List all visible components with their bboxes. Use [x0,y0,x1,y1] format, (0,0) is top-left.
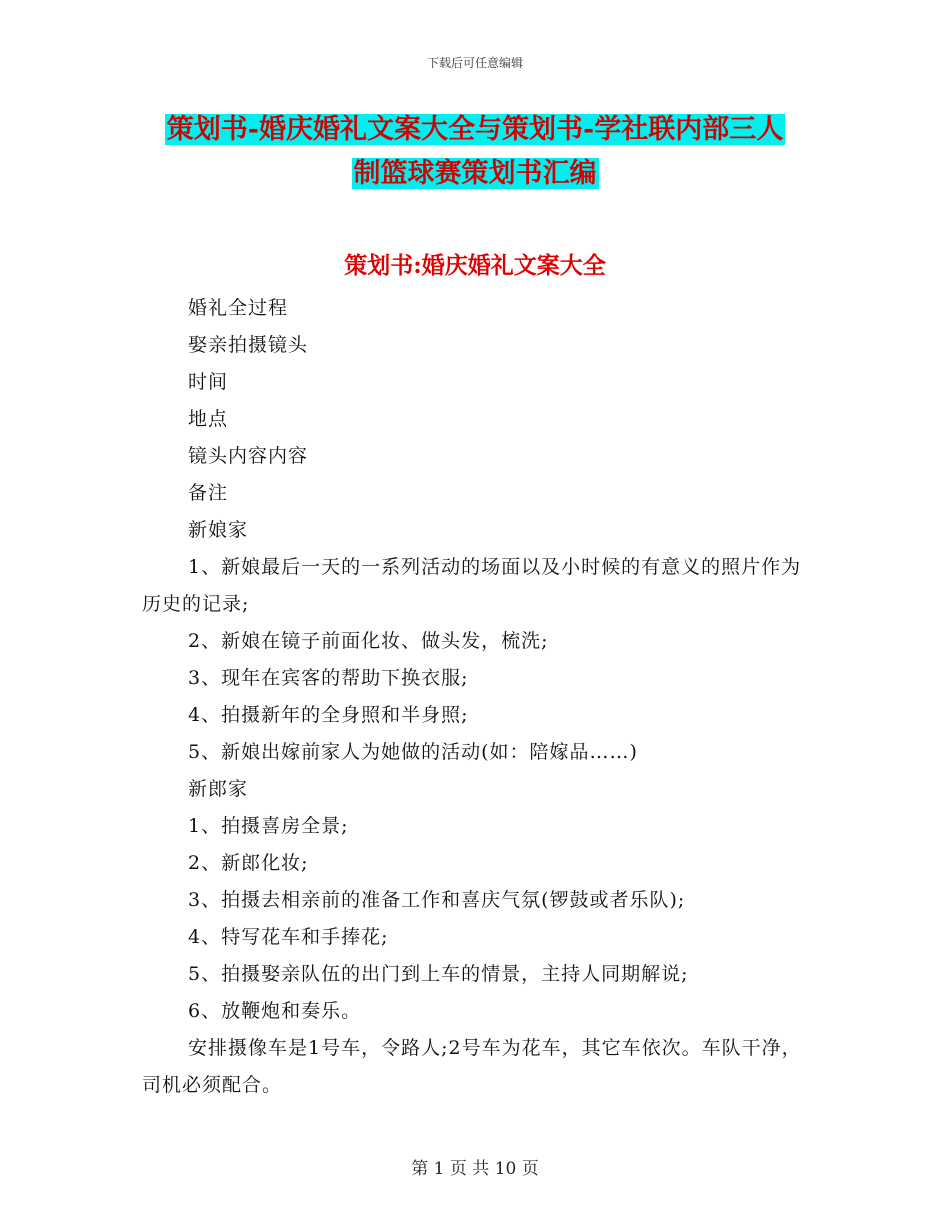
paragraph: 地点 [188,408,229,430]
paragraph: 1、新娘最后一天的一系列活动的场面以及小时候的有意义的照片作为历史的记录; [142,556,802,615]
document-title-line-2 [0,154,950,194]
paragraph: 5、拍摄娶亲队伍的出门到上车的情景，主持人同期解说; [188,963,689,985]
paragraph: 时间 [188,371,229,393]
paragraph: 备注 [188,482,229,504]
paragraph: 4、拍摄新年的全身照和半身照; [188,704,469,726]
paragraph: 3、拍摄去相亲前的准备工作和喜庆气氛(锣鼓或者乐队); [188,889,686,911]
paragraph: 5、新娘出嫁前家人为她做的活动(如：陪嫁品……) [188,741,638,763]
section-title: 策划书:婚庆婚礼文案大全 [344,252,606,279]
paragraph: 安排摄像车是1号车，令路人;2号车为花车，其它车依次。车队干净，司机必须配合。 [142,1037,802,1096]
header-note: 下载后可任意编辑 [426,56,523,70]
paragraph: 6、放鞭炮和奏乐。 [188,1000,362,1022]
paragraph: 2、新娘在镜子前面化妆、做头发，梳洗; [188,630,549,652]
paragraph: 婚礼全过程 [188,297,289,319]
paragraph: 新郎家 [188,778,249,800]
paragraph: 1、拍摄喜房全景; [188,815,349,837]
paragraph: 4、特写花车和手捧花; [188,926,389,948]
paragraph: 新娘家 [188,519,249,541]
document-title-line-2-text: 制篮球赛策划书汇编 [353,158,597,189]
paragraph: 2、新郎化妆; [188,852,309,874]
paragraph: 3、现年在宾客的帮助下换衣服; [188,667,469,689]
paragraph: 娶亲拍摄镜头 [188,334,309,356]
document-title-line-1 [0,110,950,150]
paragraph: 镜头内容内容 [188,445,309,467]
document-body [142,290,814,1104]
page-footer: 第 1 页 共 10 页 [411,1159,539,1179]
document-title-line-1-text: 策划书-婚庆婚礼文案大全与策划书-学社联内部三人 [166,114,784,145]
